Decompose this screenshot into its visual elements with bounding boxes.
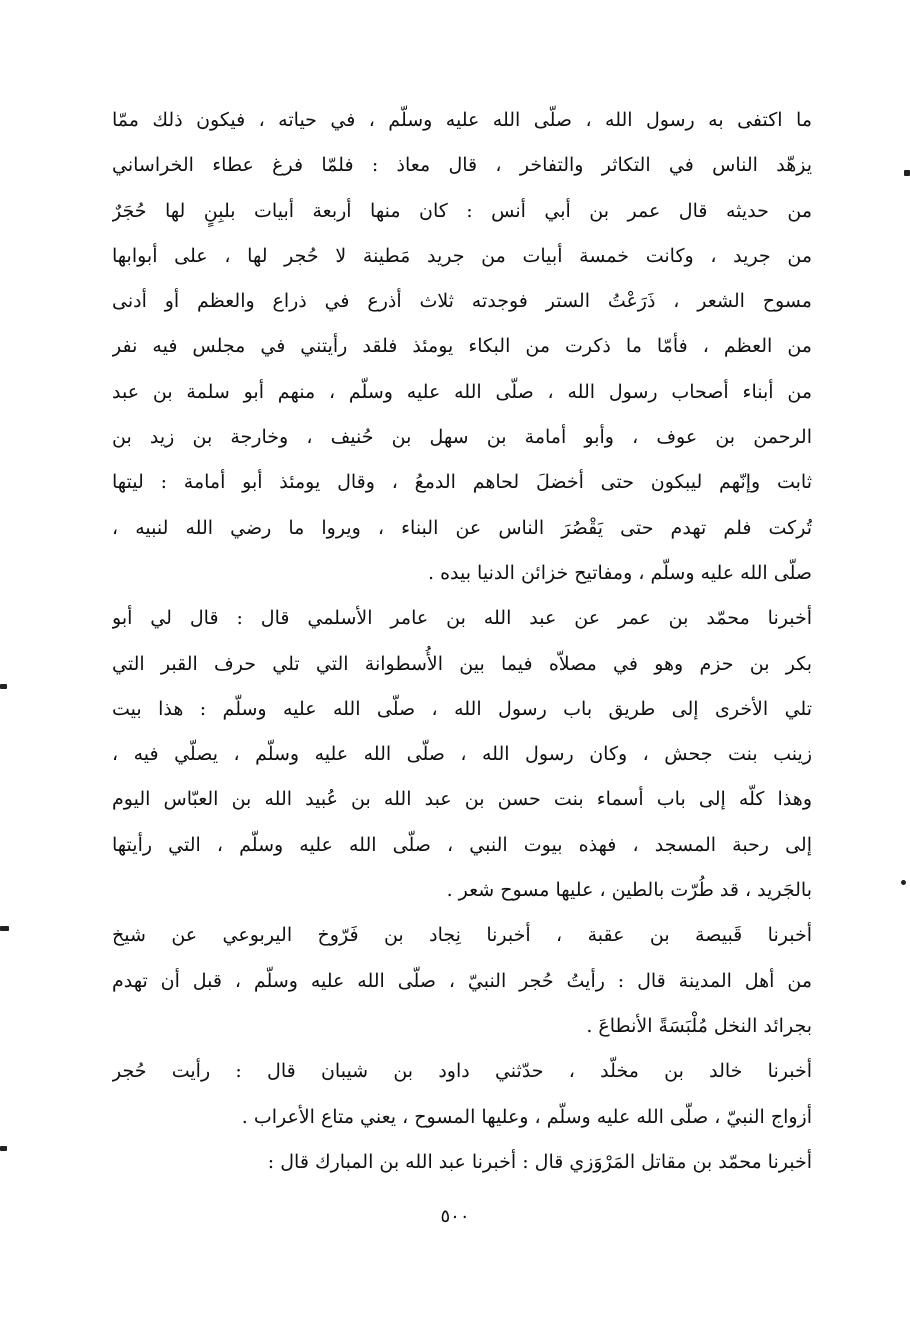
text-line: مسوح الشعر ، ذَرَعْتُ الستر فوجدته ثلاث أذرع في ذراع والعظم أو أدنى	[112, 290, 812, 313]
text-line: من أهل المدينة قال : رأيتُ حُجر النبيّ ، صلّى الله عليه وسلّم ، قبل أن تهدم	[112, 969, 812, 992]
text-line: بالجَريد ، قد طُرّت بالطين ، عليها مسوح شعر .	[446, 879, 812, 902]
text-line: أخبرنا محمّد بن عمر عن عبد الله بن عامر الأسلمي قال : قال لي أبو	[112, 607, 812, 630]
scan-edge-mark	[0, 1146, 7, 1151]
body-text	[112, 98, 812, 1185]
text-line: ثابت وإنّهم ليبكون حتى أخضلَ لحاهم الدمعُ ، وقال يومئذ أبو أمامة : ليتها	[112, 471, 812, 494]
text-line: تلي الأخرى إلى طريق باب رسول الله ، صلّى الله عليه وسلّم : هذا بيت	[112, 697, 812, 720]
text-line: أخبرنا قَبيصة بن عقبة ، أخبرنا نِجاد بن فَرّوخ اليربوعي عن شيخ	[112, 924, 812, 947]
text-line: الرحمن بن عوف ، وأبو أمامة بن سهل بن حُنيف ، وخارجة بن زيد بن	[112, 426, 812, 449]
text-line: بكر بن حزم وهو في مصلاّه فيما بين الأُسطوانة التي تلي حرف القبر التي	[112, 652, 812, 675]
text-line: أخبرنا خالد بن مخلّد ، حدّثني داود بن شيبان قال : رأيت حُجر	[112, 1060, 812, 1083]
page-number: ٥٠٠	[440, 1206, 470, 1227]
text-line: بجرائد النخل مُلْبَسَةً الأنطاعَ .	[586, 1014, 812, 1037]
text-line: وهذا كلّه إلى باب أسماء بنت حسن بن عبد الله بن عُبيد الله بن العبّاس اليوم	[112, 788, 812, 811]
text-line: ما اكتفى به رسول الله ، صلّى الله عليه وسلّم ، في حياته ، فيكون ذلك ممّا	[112, 109, 812, 131]
text-line: من حديثه قال عمر بن أبي أنس : كان منها أربعة أبيات بلبِنٍ لها حُجَرٌ	[112, 199, 812, 222]
text-line: أخبرنا محمّد بن مقاتل المَرْوَزي قال : أخبرنا عبد الله بن المبارك قال :	[267, 1150, 812, 1173]
text-line: أزواج النبيّ ، صلّى الله عليه وسلّم ، وعليها المسوح ، يعني متاع الأعراب .	[241, 1105, 812, 1128]
text-line: إلى رحبة المسجد ، فهذه بيوت النبي ، صلّى الله عليه وسلّم ، التي رأيتها	[112, 833, 812, 856]
text-line: زينب بنت جحش ، وكان رسول الله ، صلّى الله عليه وسلّم ، يصلّي فيه ،	[112, 743, 812, 766]
scan-edge-mark	[0, 684, 7, 689]
text-line: صلّى الله عليه وسلّم ، ومفاتيح خزائن الدنيا بيده .	[427, 561, 812, 584]
scan-edge-mark	[901, 880, 906, 885]
text-line: يزهّد الناس في التكاثر والتفاخر ، قال معاذ : فلمّا فرغ عطاء الخراساني	[112, 154, 812, 177]
text-line: من أبناء أصحاب رسول الله ، صلّى الله عليه وسلّم ، منهم أبو سلمة بن عبد	[112, 380, 812, 403]
text-line: من العظم ، فأمّا ما ذكرت من البكاء يومئذ فلقد رأيتني في مجلس فيه نفر	[112, 335, 812, 358]
text-line: تُركت فلم تهدم حتى يَقْصُرَ الناس عن البناء ، ويروا ما رضي الله لنبيه ،	[112, 516, 812, 539]
text-line: من جريد ، وكانت خمسة أبيات من جريد مَطينة لا حُجر لها ، على أبوابها	[112, 244, 812, 267]
scan-edge-mark	[0, 926, 9, 931]
scan-edge-mark	[904, 170, 910, 176]
